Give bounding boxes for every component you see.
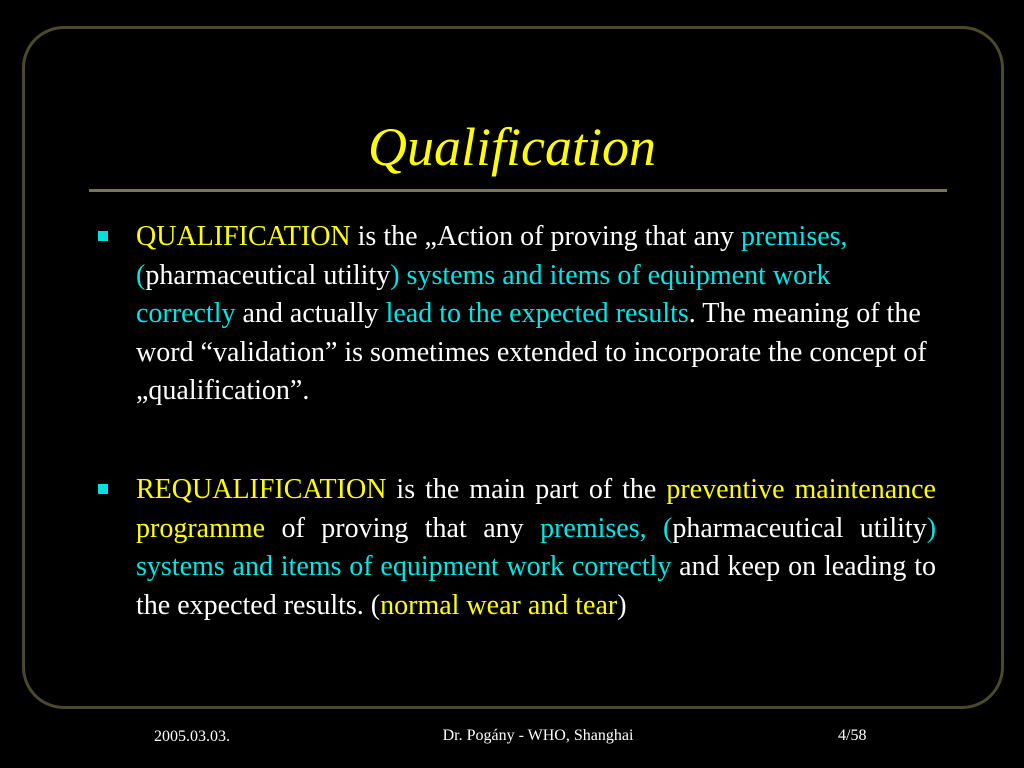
footer-page-number: 4/58: [838, 727, 867, 744]
footer-author: Dr. Pogány - WHO, Shanghai: [442, 727, 634, 744]
bullet-paragraph-2: [136, 471, 936, 625]
bullet-marker-icon: [98, 231, 108, 241]
text-segment: pharmaceutical utility: [672, 512, 927, 544]
text-segment: . The meaning of the word “validation” is sometimes extended to incorporate the concept of „qualification”.: [136, 298, 927, 406]
text-segment: and actually: [235, 298, 386, 329]
highlight-premises: premises, (: [136, 221, 848, 291]
text-segment: ): [617, 589, 627, 621]
text-segment: is the „Action of proving that any: [350, 221, 742, 252]
highlight-expected-results: lead to the expected results: [385, 298, 689, 329]
highlight-wear-and-tear: normal wear and tear: [380, 589, 618, 621]
slide-title: Qualification: [368, 117, 656, 177]
text-segment: pharmaceutical utility: [145, 259, 391, 291]
text-segment: and keep on leading to the expected results. (: [136, 551, 936, 621]
highlight-systems: ) systems and items of equipment work correctly: [136, 512, 937, 582]
highlight-systems: ) systems and items of equipment work correctly: [136, 259, 831, 329]
term-requalification: REQUALIFICATION: [136, 474, 387, 505]
bullet-paragraph-1: [136, 218, 936, 411]
title-divider: [89, 189, 947, 192]
text-segment: is the main part of the: [386, 474, 667, 505]
footer-date: 2005.03.03.: [154, 728, 230, 745]
highlight-preventive-maintenance: preventive maintenance programme: [136, 474, 936, 544]
text-segment: of proving that any: [265, 512, 541, 544]
term-qualification: QUALIFICATION: [136, 221, 351, 252]
bullet-marker-icon: [98, 484, 108, 494]
highlight-premises: premises, (: [540, 512, 673, 544]
